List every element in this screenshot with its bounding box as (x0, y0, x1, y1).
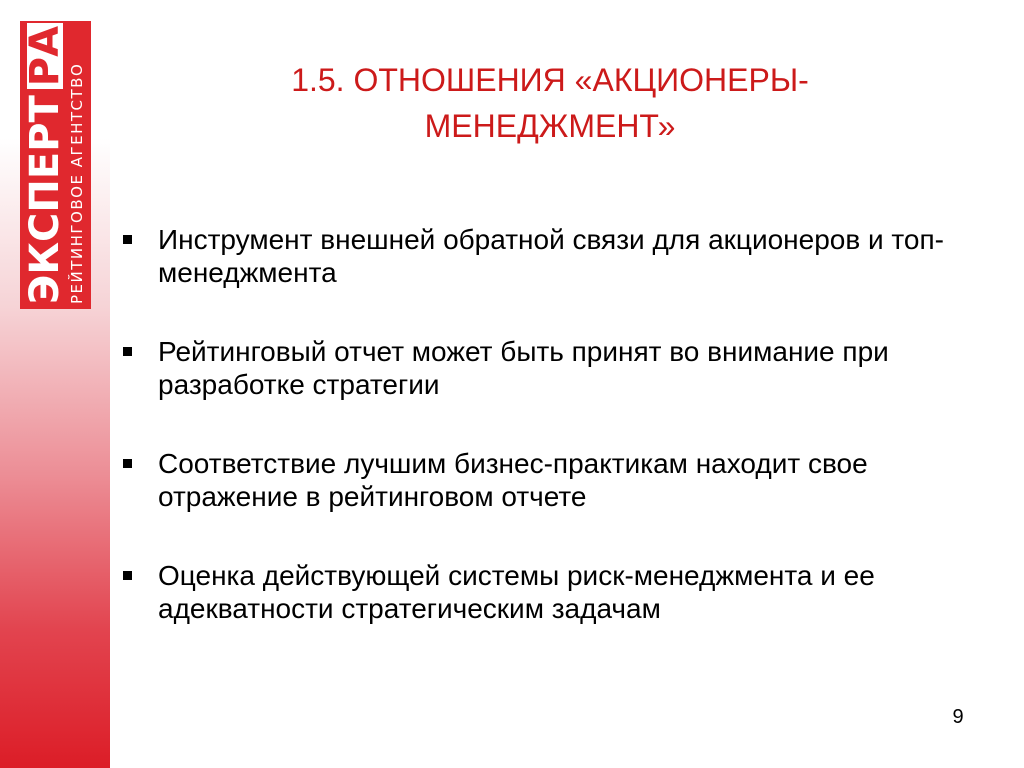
page-number: 9 (952, 706, 964, 728)
bullet-item (118, 335, 998, 401)
square-bullet-icon (123, 459, 132, 468)
slide-title: 1.5. ОТНОШЕНИЯ «АКЦИОНЕРЫ-МЕНЕДЖМЕНТ» (291, 62, 809, 144)
bullet-text: Соответствие лучшим бизнес-практикам находит свое отражение в рейтинговом отчете (158, 448, 868, 512)
bullet-text: Рейтинговый отчет может быть принят во внимание при разработке стратегии (158, 336, 889, 400)
square-bullet-icon (123, 347, 132, 356)
square-bullet-icon (123, 571, 132, 580)
logo-subtitle: РЕЙТИНГОВОЕ АГЕНТСТВО (67, 62, 86, 304)
bullet-item (118, 559, 998, 625)
square-bullet-icon (123, 235, 132, 244)
logo-name-part2: РА (27, 23, 63, 89)
bullet-item (118, 447, 998, 513)
bullet-list (118, 223, 998, 671)
logo-name (21, 23, 68, 304)
bullet-text: Оценка действующей системы риск-менеджмента и ее адекватности стратегическим задачам (158, 560, 875, 624)
logo-rotated-content (23, 24, 89, 306)
bullet-item (118, 223, 998, 289)
logo-name-part1: ЭКСПЕРТ (21, 95, 68, 304)
expert-ra-logo (20, 21, 91, 309)
bullet-text: Инструмент внешней обратной связи для акционеров и топ-менеджмента (158, 224, 944, 288)
